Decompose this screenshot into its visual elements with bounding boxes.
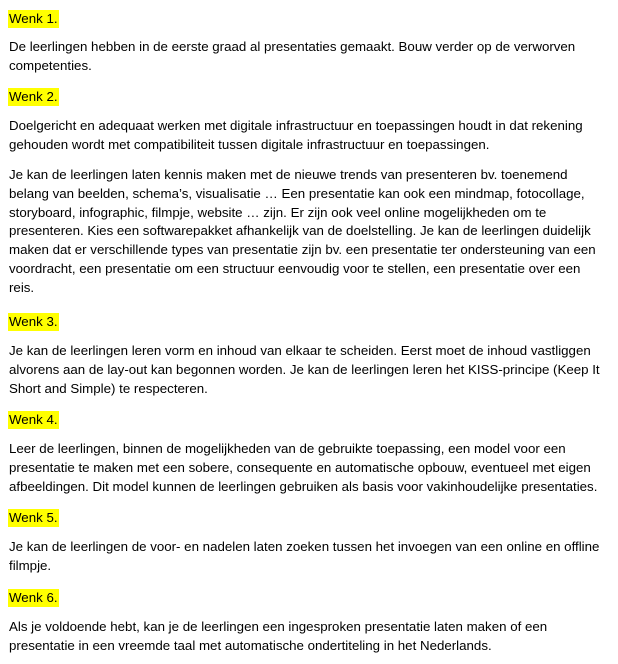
- hint-title: Wenk 5.: [9, 510, 58, 525]
- hint-paragraph: Je kan de leerlingen leren vorm en inhoud van elkaar te scheiden. Eerst moet de inhoud vastliggen alvorens aan de lay-out kan begonnen worden. Je kan de leerlingen leren het KISS-principe (Keep It Short and Simple) te respecteren.: [9, 343, 600, 396]
- hint-paragraph: De leerlingen hebben in de eerste graad al presentaties gemaakt. Bouw verder op de verworven competenties.: [9, 39, 576, 73]
- hint-title: Wenk 3.: [9, 314, 58, 329]
- hint-title: Wenk 2.: [9, 89, 58, 104]
- hint-paragraph: Je kan de leerlingen de voor- en nadelen laten zoeken tussen het invoegen van een online en offline filmpje.: [9, 539, 600, 573]
- hint-title: Wenk 1.: [9, 11, 58, 26]
- hint-title: Wenk 4.: [9, 412, 58, 427]
- hint-paragraph: Doelgericht en adequaat werken met digitale infrastructuur en toepassingen houdt in dat rekening gehouden wordt met compatibiliteit tussen digitale infrastructuur en toepassingen.: [9, 118, 583, 152]
- hint-paragraph: Als je voldoende hebt, kan je de leerlingen een ingesproken presentatie laten maken of een presentatie in een vreemde taal met automatische ondertiteling in het Nederlands.: [9, 619, 548, 653]
- hint-paragraph: Leer de leerlingen, binnen de mogelijkheden van de gebruikte toepassing, een model voor een presentatie te maken met een sobere, consequente en automatische opbouw, eventueel met eigen afbeeldingen. Dit model kunnen de leerlingen gebruiken als basis voor vakinhoudelijke presentaties.: [9, 441, 598, 494]
- hint-title: Wenk 6.: [9, 590, 58, 605]
- hint-paragraph: Je kan de leerlingen laten kennis maken met de nieuwe trends van presenteren bv. toenemend belang van beelden, schema’s, visualisatie … Een presentatie kan ook een mindmap, fotocollage, storyboard, infographic, filmpje, website … zijn. Er zijn ook veel online mogelijkheden om te presenteren. Kies een softwarepakket afhankelijk van de doelstelling. Je kan de leerlingen duidelijk maken dat er verschillende types van presentatie zijn bv. een presentatie ter ondersteuning van een voordracht, een presentatie om een structuur eenvoudig voor te stellen, een presentatie over een reis.: [9, 167, 596, 295]
